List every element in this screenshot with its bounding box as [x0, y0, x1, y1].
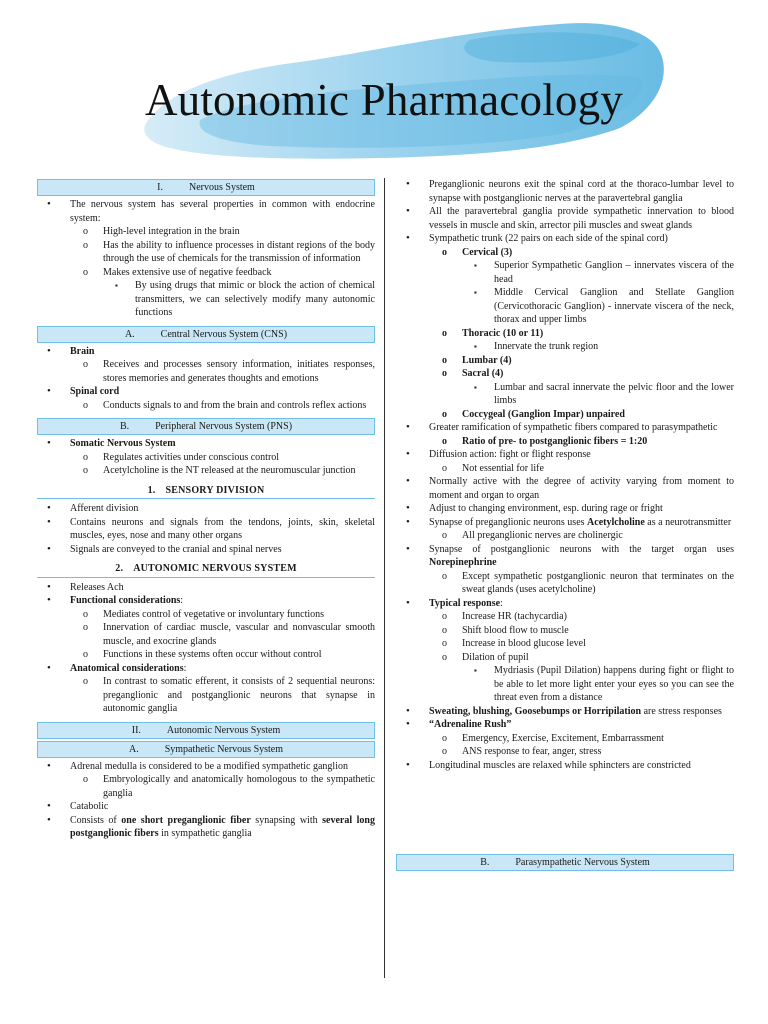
section-number: A. [128, 743, 139, 755]
list-item: o Mediates control of vegetative or involuntary functions [70, 608, 375, 622]
item-text: Spinal cord [70, 386, 120, 397]
item-text: Sacral (4) [462, 368, 504, 379]
section-label: Peripheral Nervous System (PNS) [155, 421, 293, 432]
list-item: o Increase HR (tachycardia) [429, 610, 734, 624]
column-divider [384, 178, 385, 978]
section-label: Sympathetic Nervous System [164, 743, 284, 755]
list-item: • Normally active with the degree of activity varying from moment to moment and organ to organ [396, 475, 734, 502]
list-item [396, 421, 734, 448]
list-item: o Receives and processes sensory information, initiates responses, stores memories and generates thoughts and emotions [70, 358, 375, 385]
sub-list [429, 529, 734, 543]
list-item: o Except sympathetic postganglionic neuron that terminates on the sweat glands (uses acetylcholine) [429, 570, 734, 597]
list-item [37, 814, 375, 841]
left-column [37, 178, 375, 841]
emphasis-text: Acetylcholine [587, 516, 645, 528]
sub-list [70, 451, 375, 478]
emphasis-text: Norepinephrine [429, 557, 497, 568]
list-item: • Anatomical considerations: o In contrast to somatic efferent, it consists of 2 sequential neurons: preganglionic and postganglionic neurons that synapse in autonomic ganglia [37, 662, 375, 716]
list-item: • Releases Ach [37, 581, 375, 595]
section-label: Central Nervous System (CNS) [160, 328, 288, 340]
list-item: • Signals are conveyed to the cranial and spinal nerves [37, 543, 375, 557]
item-text: Typical response [429, 597, 501, 609]
item-text: Thoracic (10 or 11) [462, 327, 544, 339]
sub-list [70, 399, 375, 413]
item-text: Somatic Nervous System [70, 438, 176, 449]
list-item [37, 198, 375, 320]
item-text: Makes extensive use of negative feedback [103, 266, 272, 278]
right-column [396, 178, 734, 873]
list-item: • Adjust to changing environment, esp. during rage or fright [396, 502, 734, 516]
sub-list [70, 358, 375, 385]
section-heading-pns [37, 418, 375, 435]
list-item: • Catabolic [37, 800, 375, 814]
item-text: Cervical (3) [462, 246, 513, 258]
list-item: o Ratio of pre- to postganglionic fibers = 1:20 [429, 435, 734, 449]
subheading-sensory-division [37, 484, 375, 500]
list-item [429, 367, 734, 408]
section-label: SENSORY DIVISION [165, 484, 265, 496]
section-heading-nervous-system [37, 179, 375, 196]
sub-sub-list [462, 381, 734, 408]
item-text: as a neurotransmitter [644, 516, 732, 528]
list-item [429, 651, 734, 705]
list-item: • Preganglionic neurons exit the spinal cord at the thoraco-lumbar level to synapse with postganglionic nerves at the paravertebral ganglia [396, 178, 734, 205]
emphasis-text: Sweating, blushing, Goosebumps or Horripilation [429, 705, 642, 717]
item-text: Synapse of postganglionic neurons with the target organ uses [429, 543, 734, 555]
section-number: B. [119, 421, 130, 432]
list-item: o Not essential for life [429, 462, 734, 476]
section-label: Autonomic Nervous System [166, 724, 281, 736]
bullet-list [37, 581, 375, 716]
list-item [37, 760, 375, 801]
list-item: ▪ Mydriasis (Pupil Dilation) happens during fight or flight to be able to let more light enter your eyes so you can see the threat even from a distance [462, 664, 734, 705]
item-text: Brain [70, 345, 95, 357]
sub-list [429, 610, 734, 705]
list-item: o Regulates activities under conscious control [70, 451, 375, 465]
list-item: • Longitudinal muscles are relaxed while sphincters are constricted [396, 759, 734, 773]
list-item: ▪ Superior Sympathetic Ganglion – innervates viscera of the head [462, 259, 734, 286]
sub-list [429, 462, 734, 476]
list-item: ▪ Lumbar and sacral innervate the pelvic floor and the lower limbs [462, 381, 734, 408]
list-item: • Typical response: o Increase HR (tachycardia) o Shift blood flow to muscle o Increase in blood glucose level o Dilation of pupil ▪ Mydriasis (Pupil Dilation) happens during fight or flight to be able to let more light enter your eyes so you can see the threat even from a distance [396, 597, 734, 705]
list-item: • Afferent division [37, 502, 375, 516]
sub-list [70, 773, 375, 800]
sub-list [70, 608, 375, 662]
list-item: o Shift blood flow to muscle [429, 624, 734, 638]
list-item [70, 266, 375, 320]
list-item: o High-level integration in the brain [70, 225, 375, 239]
item-text: Anatomical considerations [70, 662, 184, 674]
section-number: I. [157, 182, 163, 193]
list-item [396, 543, 734, 597]
list-item: o ANS response to fear, anger, stress [429, 745, 734, 759]
list-item [429, 327, 734, 354]
list-item: • Contains neurons and signals from the tendons, joints, skin, skeletal muscles, eyes, nose and many other organs [37, 516, 375, 543]
list-item: o In contrast to somatic efferent, it consists of 2 sequential neurons: preganglionic and postganglionic neurons that synapse in autonomic ganglia [70, 675, 375, 716]
sub-list [429, 732, 734, 759]
item-text: Functional considerations [70, 595, 181, 606]
item-text: The nervous system has several properties in common with endocrine system: [70, 199, 375, 224]
sub-list [70, 225, 375, 320]
emphasis-text: one short preganglionic fiber [121, 814, 251, 826]
list-item: o Increase in blood glucose level [429, 637, 734, 651]
list-item: o All preganglionic nerves are cholinergic [429, 529, 734, 543]
list-item [37, 345, 375, 386]
sub-sub-list [462, 340, 734, 354]
section-number: 2. [115, 563, 124, 574]
item-text: Dilation of pupil [462, 651, 529, 663]
list-item [396, 718, 734, 759]
list-item: • All the paravertebral ganglia provide sympathetic innervation to blood vessels in muscle and skin, arrector pili muscles and sweat glands [396, 205, 734, 232]
sub-sub-list [462, 664, 734, 705]
bullet-list [396, 178, 734, 772]
sub-list [70, 675, 375, 716]
list-item: o Emergency, Exercise, Excitement, Embarrassment [429, 732, 734, 746]
sub-list [429, 435, 734, 449]
list-item: • Functional considerations: o Mediates control of vegetative or involuntary functions o Innervation of cardiac muscle, vascular and nonvascular smooth muscle, and exocrine glands o Functions in these systems often occur without control [37, 594, 375, 662]
list-item: o Acetylcholine is the NT released at the neuromuscular junction [70, 464, 375, 478]
sub-sub-list [103, 279, 375, 320]
section-label: AUTONOMIC NERVOUS SYSTEM [133, 563, 297, 574]
section-number: II. [131, 724, 141, 736]
list-item: o Functions in these systems often occur without control [70, 648, 375, 662]
list-item: ▪ Innervate the trunk region [462, 340, 734, 354]
bullet-list [37, 437, 375, 478]
section-heading-parasympathetic-nervous-system [396, 854, 734, 871]
list-item [37, 437, 375, 478]
list-item [429, 246, 734, 327]
bullet-list [37, 198, 375, 320]
section-number: 1. [147, 484, 156, 496]
item-text: Diffusion action: fight or flight response [429, 449, 591, 460]
item-text: Consists of [70, 814, 122, 826]
item-text: synapsing with [250, 814, 323, 826]
sub-list [429, 570, 734, 597]
list-item: o Coccygeal (Ganglion Impar) unpaired [429, 408, 734, 422]
section-heading-autonomic-nervous-system [37, 722, 375, 739]
item-text: Adrenal medulla is considered to be a modified sympathetic ganglion [70, 760, 348, 772]
list-item: ▪ Middle Cervical Ganglion and Stellate Ganglion (Cervicothoracic Ganglion) - innervate viscera of the neck, thorax and upper limbs [462, 286, 734, 327]
page-title: Autonomic Pharmacology [144, 75, 624, 125]
emphasis-text: several long postganglionic fibers [70, 814, 375, 839]
list-item [37, 385, 375, 412]
section-label: Parasympathetic Nervous System [515, 857, 650, 868]
item-text: Greater ramification of sympathetic fibers compared to parasympathetic [429, 422, 718, 433]
bullet-list [37, 760, 375, 841]
section-number: A. [124, 328, 135, 340]
item-text: Sympathetic trunk (22 pairs on each side of the spinal cord) [429, 233, 668, 244]
item-text: in sympathetic ganglia [158, 828, 252, 839]
item-text: “Adrenaline Rush” [429, 719, 512, 730]
section-heading-cns [37, 326, 375, 343]
list-item [396, 705, 734, 719]
section-number: B. [480, 857, 490, 868]
section-heading-sympathetic-nervous-system [37, 741, 375, 758]
list-item: o Innervation of cardiac muscle, vascular and nonvascular smooth muscle, and exocrine glands [70, 621, 375, 648]
list-item: o Embryologically and anatomically homologous to the sympathetic ganglia [70, 773, 375, 800]
list-item [396, 232, 734, 421]
list-item: o Lumbar (4) [429, 354, 734, 368]
list-item: o Has the ability to influence processes in distant regions of the body through the use of chemicals for the transmission of information [70, 239, 375, 266]
list-item [396, 516, 734, 543]
sub-sub-list [462, 259, 734, 327]
sub-list [429, 246, 734, 422]
list-item: ▪ By using drugs that mimic or block the action of chemical transmitters, we can selectively modify many autonomic functions [103, 279, 375, 320]
subheading-autonomic-nervous-system [37, 562, 375, 578]
item-text: are stress responses [641, 705, 722, 717]
section-label: Nervous System [189, 182, 255, 193]
bullet-list [37, 502, 375, 556]
page-header [0, 0, 768, 170]
bullet-list [37, 345, 375, 413]
list-item: o Conducts signals to and from the brain and controls reflex actions [70, 399, 375, 413]
list-item [396, 448, 734, 475]
item-text: Synapse of preganglionic neurons uses [429, 516, 588, 528]
